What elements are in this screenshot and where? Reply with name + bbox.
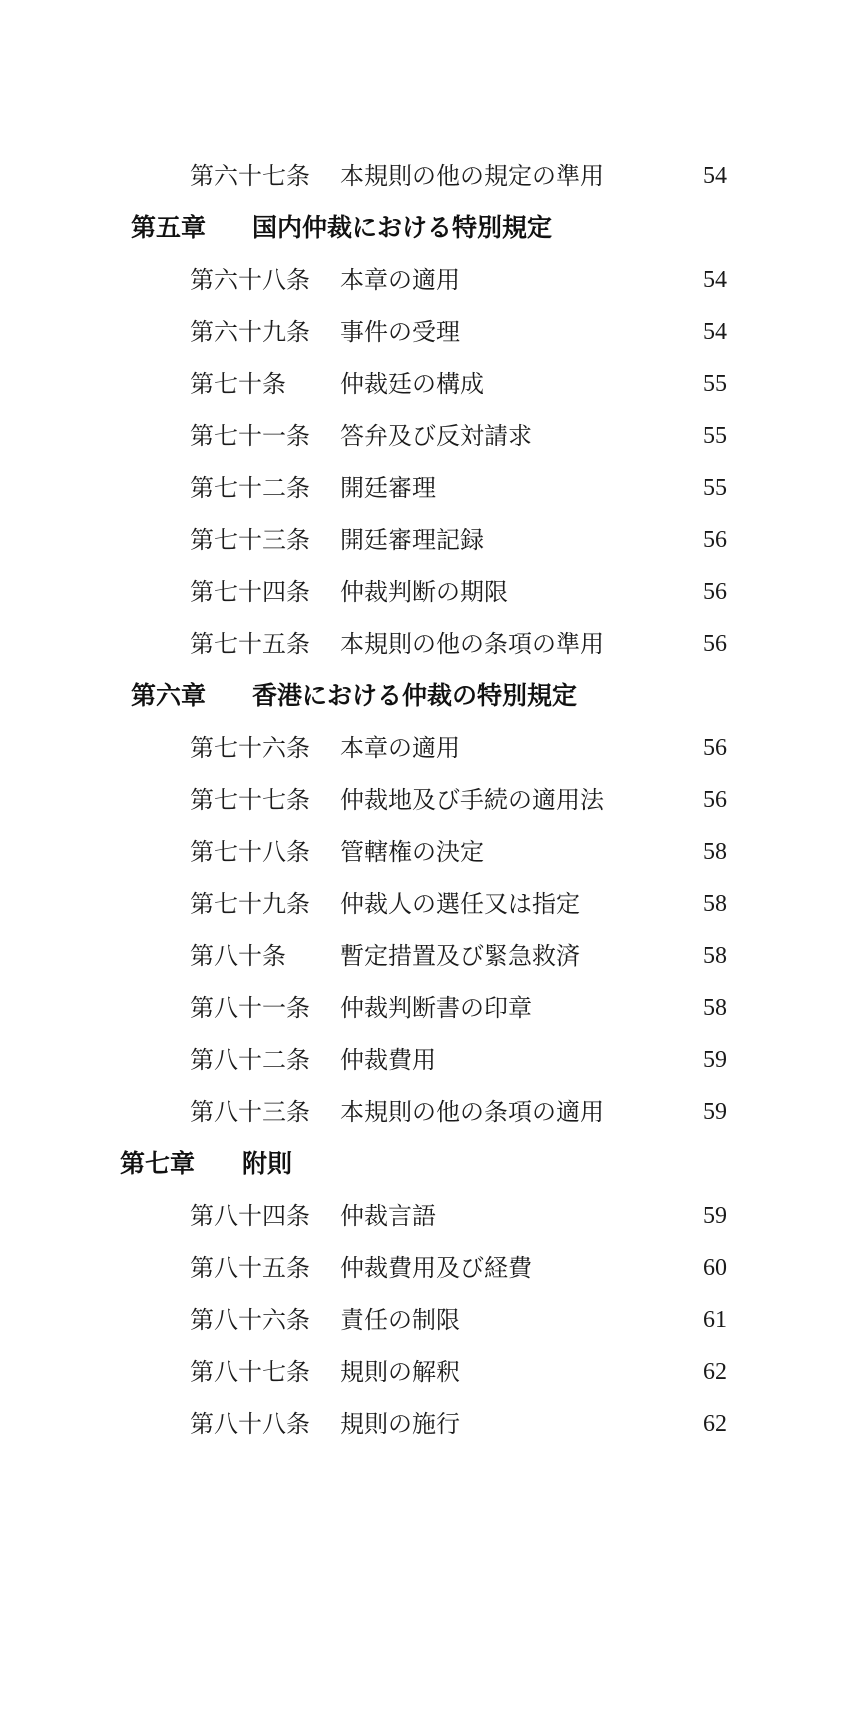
article-number: 第六十八条 — [190, 266, 310, 294]
toc-chapter-7[interactable] — [0, 1138, 866, 1190]
article-title: 仲裁判断書の印章 — [340, 994, 532, 1022]
page-number: 56 — [703, 735, 727, 761]
toc-entry-article-69[interactable] — [0, 306, 866, 358]
article-number: 第八十五条 — [190, 1254, 310, 1282]
article-title: 本規則の他の条項の適用 — [340, 1098, 604, 1126]
article-title: 本規則の他の条項の準用 — [340, 630, 604, 658]
article-number: 第八十条 — [190, 942, 286, 970]
page-number: 58 — [703, 943, 727, 969]
article-number: 第七十九条 — [190, 890, 310, 918]
chapter-title: 香港における仲裁の特別規定 — [252, 681, 578, 710]
article-number: 第七十条 — [190, 370, 286, 398]
toc-entry-article-73[interactable] — [0, 514, 866, 566]
page-number: 59 — [703, 1203, 727, 1229]
page-number: 58 — [703, 839, 727, 865]
article-number: 第七十二条 — [190, 474, 310, 502]
article-title: 管轄権の決定 — [340, 838, 484, 866]
page-number: 60 — [703, 1255, 727, 1281]
page-number: 58 — [703, 995, 727, 1021]
toc-entry-article-88[interactable] — [0, 1398, 866, 1450]
page-number: 54 — [703, 319, 727, 345]
page-number: 58 — [703, 891, 727, 917]
page-number: 55 — [703, 423, 727, 449]
article-number: 第八十七条 — [190, 1358, 310, 1386]
article-title: 事件の受理 — [340, 318, 460, 346]
toc-chapter-6[interactable] — [0, 670, 866, 722]
toc-entry-article-85[interactable] — [0, 1242, 866, 1294]
article-number: 第六十九条 — [190, 318, 310, 346]
page-number: 59 — [703, 1099, 727, 1125]
toc-entry-article-82[interactable] — [0, 1034, 866, 1086]
article-number: 第七十六条 — [190, 734, 310, 762]
page-number: 54 — [703, 163, 727, 189]
toc-entry-article-74[interactable] — [0, 566, 866, 618]
article-title: 仲裁地及び手続の適用法 — [340, 786, 604, 814]
page-number: 61 — [703, 1307, 727, 1333]
article-title: 本章の適用 — [340, 266, 460, 294]
page-number: 55 — [703, 371, 727, 397]
page-number: 59 — [703, 1047, 727, 1073]
article-title: 仲裁費用及び経費 — [340, 1254, 532, 1282]
article-number: 第八十六条 — [190, 1306, 310, 1334]
toc-entry-article-80[interactable] — [0, 930, 866, 982]
article-title: 仲裁費用 — [340, 1046, 436, 1074]
article-title: 仲裁言語 — [340, 1202, 436, 1230]
article-title: 開廷審理 — [340, 474, 436, 502]
page-number: 55 — [703, 475, 727, 501]
article-number: 第七十七条 — [190, 786, 310, 814]
toc-entry-article-70[interactable] — [0, 358, 866, 410]
toc-entry-article-77[interactable] — [0, 774, 866, 826]
table-of-contents — [0, 150, 866, 1450]
page-number: 56 — [703, 579, 727, 605]
article-title: 仲裁人の選任又は指定 — [340, 890, 580, 918]
article-number: 第七十八条 — [190, 838, 310, 866]
article-number: 第七十三条 — [190, 526, 310, 554]
article-title: 開廷審理記録 — [340, 526, 484, 554]
toc-entry-article-68[interactable] — [0, 254, 866, 306]
article-title: 規則の施行 — [340, 1410, 460, 1438]
article-number: 第八十八条 — [190, 1410, 310, 1438]
chapter-title: 附則 — [242, 1149, 293, 1178]
article-number: 第七十一条 — [190, 422, 310, 450]
toc-entry-article-87[interactable] — [0, 1346, 866, 1398]
article-title: 本章の適用 — [340, 734, 460, 762]
article-title: 責任の制限 — [340, 1306, 460, 1334]
toc-entry-article-72[interactable] — [0, 462, 866, 514]
page-number: 54 — [703, 267, 727, 293]
article-number: 第七十四条 — [190, 578, 310, 606]
article-number: 第八十二条 — [190, 1046, 310, 1074]
article-number: 第八十四条 — [190, 1202, 310, 1230]
toc-entry-article-79[interactable] — [0, 878, 866, 930]
page-number: 56 — [703, 787, 727, 813]
article-title: 暫定措置及び緊急救済 — [340, 942, 580, 970]
toc-entry-article-71[interactable] — [0, 410, 866, 462]
article-title: 仲裁判断の期限 — [340, 578, 508, 606]
toc-entry-article-67[interactable] — [0, 150, 866, 202]
toc-entry-article-81[interactable] — [0, 982, 866, 1034]
article-number: 第七十五条 — [190, 630, 310, 658]
page-number: 56 — [703, 527, 727, 553]
toc-entry-article-84[interactable] — [0, 1190, 866, 1242]
chapter-number: 第七章 — [120, 1149, 196, 1178]
toc-entry-article-78[interactable] — [0, 826, 866, 878]
article-title: 規則の解釈 — [340, 1358, 460, 1386]
toc-entry-article-76[interactable] — [0, 722, 866, 774]
page-number: 62 — [703, 1359, 727, 1385]
article-number: 第八十一条 — [190, 994, 310, 1022]
chapter-number: 第六章 — [131, 681, 207, 710]
article-title: 仲裁廷の構成 — [340, 370, 484, 398]
toc-entry-article-86[interactable] — [0, 1294, 866, 1346]
toc-entry-article-75[interactable] — [0, 618, 866, 670]
page-number: 62 — [703, 1411, 727, 1437]
article-number: 第六十七条 — [190, 162, 310, 190]
article-number: 第八十三条 — [190, 1098, 310, 1126]
chapter-number: 第五章 — [131, 213, 207, 242]
page-number: 56 — [703, 631, 727, 657]
article-title: 本規則の他の規定の準用 — [340, 162, 604, 190]
toc-entry-article-83[interactable] — [0, 1086, 866, 1138]
article-title: 答弁及び反対請求 — [340, 422, 532, 450]
toc-chapter-5[interactable] — [0, 202, 866, 254]
chapter-title: 国内仲裁における特別規定 — [252, 213, 553, 242]
